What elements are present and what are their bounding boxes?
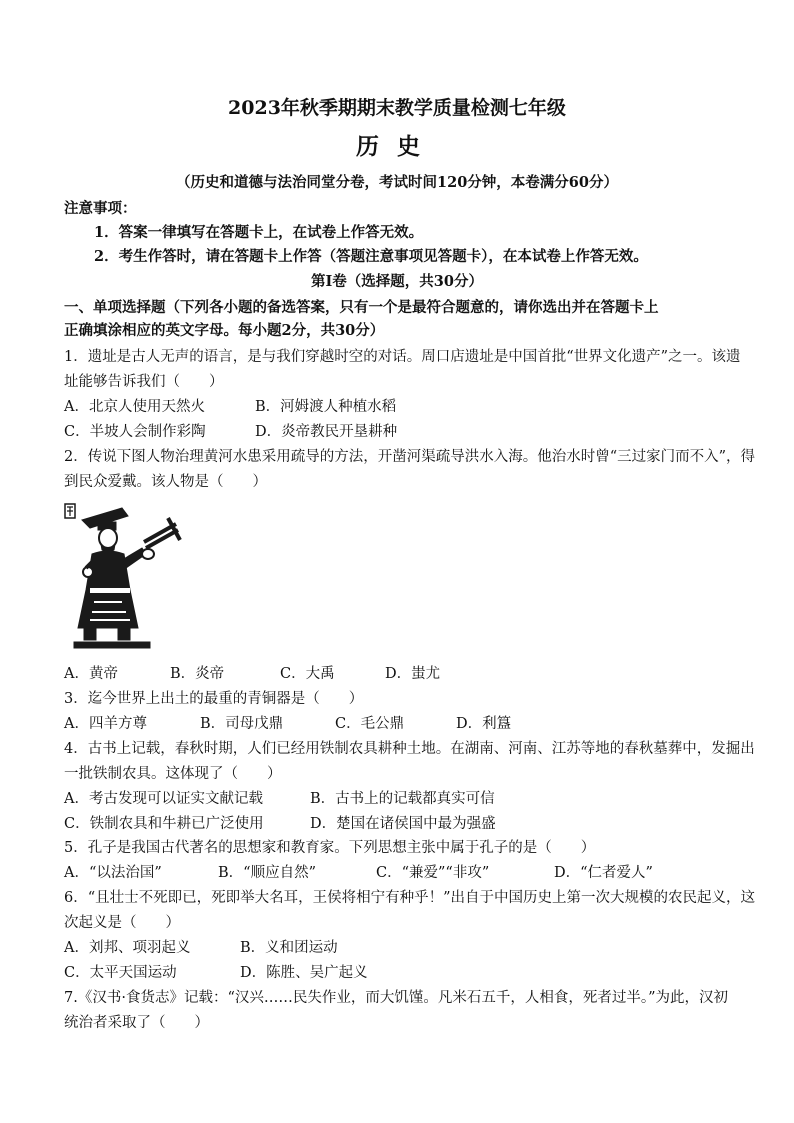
option-b: B．义和团运动 [240, 940, 338, 956]
option-c: C．毛公鼎 [335, 716, 405, 732]
section-heading: 一、单项选择题（下列各小题的备选答案，只有一个是最符合题意的，请你选出并在答题卡上 [64, 299, 659, 316]
question-stem: 5．孔子是我国古代著名的思想家和教育家。下列思想主张中属于孔子的是（ ） [64, 840, 596, 856]
option-a: A．四羊方尊 [64, 716, 147, 732]
option-d: D．炎帝教民开垦耕种 [255, 424, 398, 440]
option-b: B．河姆渡人种植水稻 [255, 399, 397, 415]
exam-info: （历史和道德与法治同堂分卷，考试时间120分钟，本卷满分60分） [176, 174, 618, 191]
option-d: D．陈胜、吴广起义 [240, 965, 368, 981]
notice-item: 2．考生作答时，请在答题卡上作答（答题注意事项见答题卡），在本试卷上作答无效。 [94, 248, 648, 265]
volume-title: 第Ⅰ卷（选择题，共30分） [311, 273, 483, 290]
question-stem: 到民众爱戴。该人物是（ ） [64, 474, 267, 490]
question-stem: 4．古书上记载，春秋时期，人们已经用铁制农具耕种土地。在湖南、河南、江苏等地的春秋墓葬中，发掘出 [64, 741, 755, 757]
option-c: C．半坡人会制作彩陶 [64, 424, 206, 440]
option-a: A．北京人使用天然火 [64, 399, 205, 415]
option-d: D．“仁者爱人” [554, 865, 653, 881]
option-a: A．“以法治国” [64, 865, 162, 881]
option-b: B．炎帝 [170, 666, 225, 682]
question-stem: 一批铁制农具。这体现了（ ） [64, 766, 282, 782]
da-yu-figure-image [64, 502, 184, 652]
option-a: A．考古发现可以证实文献记载 [64, 791, 263, 807]
option-b: B．司母戊鼎 [200, 716, 284, 732]
option-d: D．楚国在诸侯国中最为强盛 [310, 816, 496, 832]
option-d: D．利簋 [456, 716, 512, 732]
option-d: D．蚩尤 [385, 666, 441, 682]
section-heading: 正确填涂相应的英文字母。每小题2分，共30分） [64, 322, 385, 339]
question-stem: 1．遗址是古人无声的语言，是与我们穿越时空的对话。周口店遗址是中国首批“世界文化遗产”之一。该遗 [64, 349, 741, 365]
subject-title: 历史 [356, 133, 438, 160]
question-stem: 统治者采取了（ ） [64, 1015, 209, 1031]
question-stem: 7.《汉书·食货志》记载：“汉兴……民失作业，而大饥馑。凡米石五千，人相食，死者过半。”为此，汉初 [64, 990, 729, 1006]
option-c: C．“兼爱”“非攻” [376, 865, 490, 881]
question-stem: 址能够告诉我们（ ） [64, 374, 224, 390]
question-stem: 2．传说下图人物治理黄河水患采用疏导的方法，开凿河渠疏导洪水入海。他治水时曾“三过家门而不入”，得 [64, 449, 756, 465]
notice-item: 1．答案一律填写在答题卡上，在试卷上作答无效。 [94, 224, 424, 241]
option-b: B．“顺应自然” [218, 865, 316, 881]
option-c: C．铁制农具和牛耕已广泛使用 [64, 816, 264, 832]
notice-heading: 注意事项： [64, 200, 137, 217]
option-c: C．大禹 [280, 666, 335, 682]
option-b: B．古书上的记载都真实可信 [310, 791, 495, 807]
option-a: A．黄帝 [64, 666, 118, 682]
question-stem: 6．“且壮士不死即已，死即举大名耳，王侯将相宁有种乎！”出自于中国历史上第一次大规模的农民起义，这 [64, 890, 756, 906]
question-stem: 次起义是（ ） [64, 915, 180, 931]
option-c: C．太平天国运动 [64, 965, 177, 981]
option-a: A．刘邦、项羽起义 [64, 940, 191, 956]
question-stem: 3．迄今世界上出土的最重的青铜器是（ ） [64, 691, 364, 707]
exam-title: 2023年秋季期期末教学质量检测七年级 [228, 97, 566, 119]
